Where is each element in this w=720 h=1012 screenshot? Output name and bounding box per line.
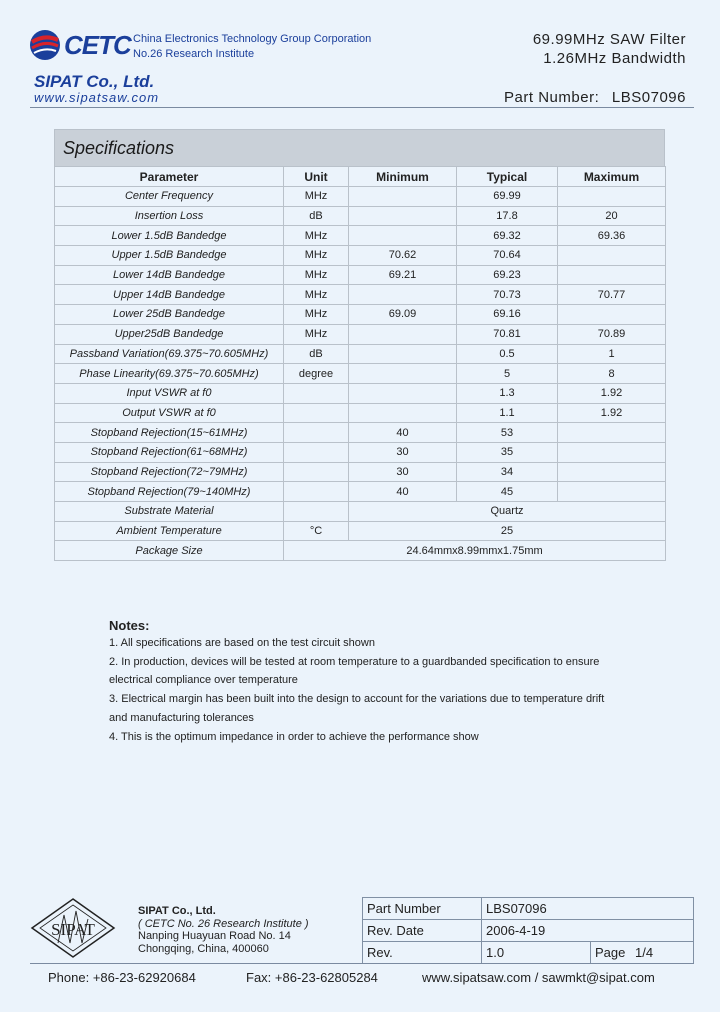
org-line-2: No.26 Research Institute <box>133 48 255 60</box>
part-number-label: Part Number <box>363 898 482 920</box>
specifications-title: Specifications <box>54 129 665 166</box>
maximum-cell: 70.89 <box>558 324 666 344</box>
note-line: electrical compliance over temperature <box>109 674 298 687</box>
typical-cell: 1.1 <box>457 403 558 423</box>
maximum-cell: 1.92 <box>558 403 666 423</box>
minimum-cell: 30 <box>349 442 457 462</box>
minimum-cell: 40 <box>349 482 457 502</box>
note-line: 1. All specifications are based on the test circuit shown <box>109 636 375 649</box>
maximum-cell: 1 <box>558 344 666 364</box>
page-value: 1/4 <box>635 945 654 960</box>
col-header-parameter: Parameter <box>55 167 284 187</box>
param-cell: Lower 25dB Bandedge <box>55 305 284 325</box>
param-cell: Upper25dB Bandedge <box>55 324 284 344</box>
param-cell: Package Size <box>55 541 284 561</box>
maximum-cell <box>558 462 666 482</box>
product-title: 69.99MHz SAW Filter <box>532 31 686 48</box>
unit-cell <box>284 423 349 443</box>
table-row <box>55 324 666 344</box>
unit-cell: MHz <box>284 285 349 305</box>
unit-cell <box>284 442 349 462</box>
maximum-cell <box>558 246 666 266</box>
minimum-cell <box>349 187 457 207</box>
minimum-cell: 69.21 <box>349 265 457 285</box>
footer-address <box>138 905 309 955</box>
table-row <box>363 920 694 942</box>
param-cell: Lower 14dB Bandedge <box>55 265 284 285</box>
col-header-maximum: Maximum <box>558 167 666 187</box>
page-cell <box>591 942 694 964</box>
typical-cell: 69.99 <box>457 187 558 207</box>
table-header-row <box>55 167 666 187</box>
note-line: and manufacturing tolerances <box>109 711 254 724</box>
unit-cell: dB <box>284 344 349 364</box>
specifications-table <box>54 166 666 561</box>
notes-section <box>109 617 649 747</box>
typical-cell: 69.23 <box>457 265 558 285</box>
typical-cell: 34 <box>457 462 558 482</box>
maximum-cell <box>558 305 666 325</box>
rev-date-label: Rev. Date <box>363 920 482 942</box>
maximum-cell <box>558 265 666 285</box>
unit-cell: MHz <box>284 305 349 325</box>
typical-cell: 0.5 <box>457 344 558 364</box>
maximum-cell: 8 <box>558 364 666 384</box>
table-row <box>55 462 666 482</box>
footer-address-line2: Chongqing, China, 400060 <box>138 942 269 955</box>
minimum-cell <box>349 285 457 305</box>
maximum-cell <box>558 482 666 502</box>
typical-cell: 69.32 <box>457 226 558 246</box>
table-row <box>55 265 666 285</box>
unit-cell: MHz <box>284 187 349 207</box>
rev-value: 1.0 <box>482 942 591 964</box>
minimum-cell: 30 <box>349 462 457 482</box>
typical-cell: 5 <box>457 364 558 384</box>
minimum-cell: 70.62 <box>349 246 457 266</box>
table-row <box>363 942 694 964</box>
maximum-cell: 69.36 <box>558 226 666 246</box>
col-header-minimum: Minimum <box>349 167 457 187</box>
minimum-cell: 40 <box>349 423 457 443</box>
minimum-cell <box>349 383 457 403</box>
col-header-typical: Typical <box>457 167 558 187</box>
note-line: 2. In production, devices will be tested at room temperature to a guardbanded specification to ensure <box>109 655 600 668</box>
unit-cell: MHz <box>284 265 349 285</box>
param-cell: Output VSWR at f0 <box>55 403 284 423</box>
footer-address-line1: Nanping Huayuan Road No. 14 <box>138 930 291 942</box>
minimum-cell <box>349 364 457 384</box>
param-cell: Upper 1.5dB Bandedge <box>55 246 284 266</box>
unit-cell: MHz <box>284 246 349 266</box>
maximum-cell <box>558 187 666 207</box>
param-cell: Phase Linearity(69.375~70.605MHz) <box>55 364 284 384</box>
footer-web-email[interactable]: www.sipatsaw.com / sawmkt@sipat.com <box>422 970 655 985</box>
footer-institute: ( CETC No. 26 Research Institute ) <box>138 917 309 930</box>
param-cell: Stopband Rejection(72~79MHz) <box>55 462 284 482</box>
table-row <box>55 344 666 364</box>
table-row <box>55 305 666 325</box>
table-row <box>55 482 666 502</box>
table-row-substrate <box>55 502 666 522</box>
table-row <box>55 383 666 403</box>
param-cell: Passband Variation(69.375~70.605MHz) <box>55 344 284 364</box>
note-line: 3. Electrical margin has been built into the design to account for the variations due to temperature drift <box>109 693 605 706</box>
typical-cell: 70.81 <box>457 324 558 344</box>
unit-cell <box>284 462 349 482</box>
param-cell: Stopband Rejection(15~61MHz) <box>55 423 284 443</box>
typical-cell: 17.8 <box>457 206 558 226</box>
minimum-cell <box>349 226 457 246</box>
param-cell: Stopband Rejection(61~68MHz) <box>55 442 284 462</box>
company-name: SIPAT Co., Ltd. <box>34 72 155 91</box>
page-label: Page <box>595 945 626 960</box>
footer-company: SIPAT Co., Ltd. <box>138 905 216 917</box>
footer-phone: Phone: +86-23-62920684 <box>48 970 196 985</box>
table-row <box>363 898 694 920</box>
param-cell: Insertion Loss <box>55 206 284 226</box>
table-row <box>55 226 666 246</box>
typical-cell: 69.16 <box>457 305 558 325</box>
param-cell: Lower 1.5dB Bandedge <box>55 226 284 246</box>
part-number-value: LBS07096 <box>482 898 694 920</box>
param-cell: Center Frequency <box>55 187 284 207</box>
seal-text: SIPAT <box>51 920 95 939</box>
unit-cell: dB <box>284 206 349 226</box>
minimum-cell <box>349 324 457 344</box>
maximum-cell <box>558 442 666 462</box>
table-row <box>55 285 666 305</box>
typical-cell: 53 <box>457 423 558 443</box>
unit-cell: °C <box>284 521 349 541</box>
unit-cell: MHz <box>284 324 349 344</box>
value-cell: 24.64mmx8.99mmx1.75mm <box>284 541 666 561</box>
table-row <box>55 403 666 423</box>
table-row <box>55 206 666 226</box>
note-line: 4. This is the optimum impedance in order to achieve the performance show <box>109 730 479 743</box>
param-cell: Upper 14dB Bandedge <box>55 285 284 305</box>
typical-cell: 35 <box>457 442 558 462</box>
maximum-cell <box>558 423 666 443</box>
sipat-seal-icon <box>30 897 116 959</box>
minimum-cell <box>349 403 457 423</box>
typical-cell: 45 <box>457 482 558 502</box>
footer-divider <box>30 963 694 964</box>
table-row-ambient <box>55 521 666 541</box>
product-bandwidth: 1.26MHz Bandwidth <box>543 50 686 67</box>
rev-date-value: 2006-4-19 <box>482 920 694 942</box>
org-line-1: China Electronics Technology Group Corporation <box>133 33 372 45</box>
typical-cell: 70.73 <box>457 285 558 305</box>
param-cell: Ambient Temperature <box>55 521 284 541</box>
maximum-cell: 70.77 <box>558 285 666 305</box>
unit-cell <box>284 502 349 522</box>
param-cell: Input VSWR at f0 <box>55 383 284 403</box>
part-number-label: Part Number: <box>504 89 600 106</box>
unit-cell: MHz <box>284 226 349 246</box>
col-header-unit: Unit <box>284 167 349 187</box>
part-number-header <box>504 89 686 106</box>
footer-fax: Fax: +86-23-62805284 <box>246 970 378 985</box>
param-cell: Stopband Rejection(79~140MHz) <box>55 482 284 502</box>
company-website[interactable]: www.sipatsaw.com <box>34 90 160 105</box>
maximum-cell: 1.92 <box>558 383 666 403</box>
typical-cell: 1.3 <box>457 383 558 403</box>
value-cell: 25 <box>349 521 666 541</box>
cetc-logo-text: CETC <box>64 30 131 60</box>
table-row-package <box>55 541 666 561</box>
unit-cell <box>284 383 349 403</box>
header-divider <box>30 107 694 108</box>
param-cell: Substrate Material <box>55 502 284 522</box>
unit-cell: degree <box>284 364 349 384</box>
typical-cell: 70.64 <box>457 246 558 266</box>
minimum-cell <box>349 206 457 226</box>
notes-heading: Notes: <box>109 618 150 633</box>
table-row <box>55 364 666 384</box>
maximum-cell: 20 <box>558 206 666 226</box>
rev-label: Rev. <box>363 942 482 964</box>
table-row <box>55 442 666 462</box>
minimum-cell: 69.09 <box>349 305 457 325</box>
unit-cell <box>284 482 349 502</box>
organization-name <box>133 32 371 62</box>
part-number-value: LBS07096 <box>611 89 686 106</box>
unit-cell <box>284 403 349 423</box>
value-cell: Quartz <box>349 502 666 522</box>
table-row <box>55 246 666 266</box>
table-row <box>55 423 666 443</box>
document-info-table <box>362 897 694 964</box>
table-row <box>55 187 666 207</box>
cetc-logo-icon <box>28 28 62 62</box>
specifications-section <box>54 129 665 561</box>
minimum-cell <box>349 344 457 364</box>
